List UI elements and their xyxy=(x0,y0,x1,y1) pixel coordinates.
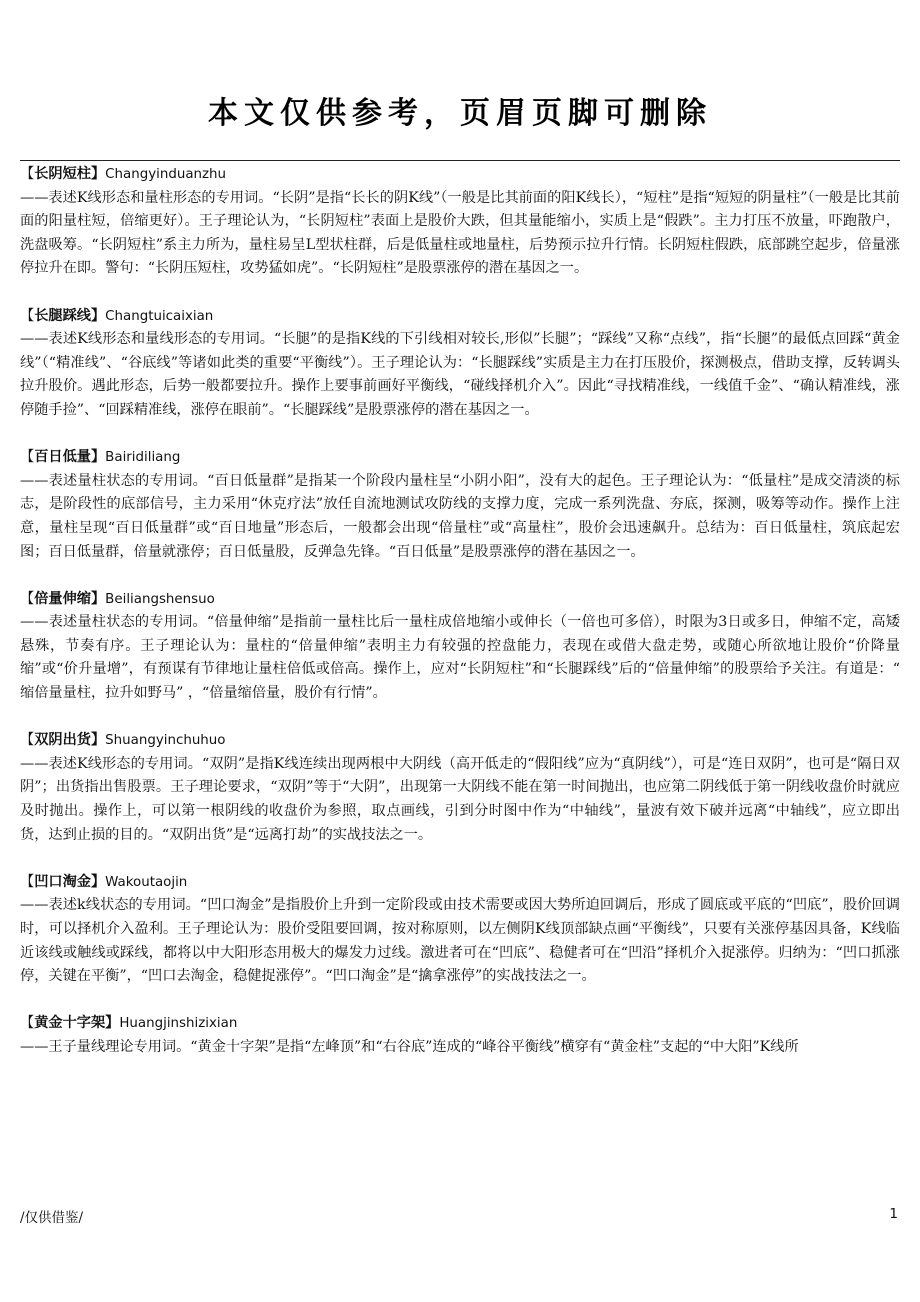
entry-term: 长腿踩线 xyxy=(34,307,91,324)
entry xyxy=(20,588,900,706)
entry-body: ——王子量线理论专用词。“黄金十字架”是指“左峰顶”和“右谷底”连成的“峰谷平衡线”横穿有“黄金柱”支起的“中大阳”K线所 xyxy=(20,1038,799,1055)
right-bracket: 】 xyxy=(90,307,106,324)
document-body xyxy=(20,163,900,1083)
left-bracket: 【 xyxy=(20,449,35,466)
entry-pinyin: Changtuicaixian xyxy=(105,308,214,324)
entry-pinyin: Beiliangshensuo xyxy=(105,591,215,607)
right-bracket: 】 xyxy=(90,590,106,607)
entry xyxy=(20,1012,900,1059)
footer-note: /仅供借鉴/ xyxy=(20,1210,84,1226)
entry-title xyxy=(20,446,900,470)
entry-title xyxy=(20,729,900,753)
entry-title xyxy=(20,588,900,612)
entry xyxy=(20,163,900,281)
entry xyxy=(20,871,900,989)
entry-pinyin: Wakoutaojin xyxy=(105,874,188,890)
right-bracket: 】 xyxy=(105,1015,120,1032)
entry-term: 倍量伸缩 xyxy=(34,590,91,607)
left-bracket: 【 xyxy=(20,590,35,607)
left-bracket: 【 xyxy=(20,307,35,324)
right-bracket: 】 xyxy=(90,873,106,890)
entry-title xyxy=(20,163,900,187)
entry xyxy=(20,446,900,564)
right-bracket: 】 xyxy=(90,732,106,749)
entry-pinyin: Changyinduanzhu xyxy=(105,167,227,182)
header-rule xyxy=(20,160,900,161)
entry-title xyxy=(20,871,900,895)
entry-term: 长阴短柱 xyxy=(34,166,91,182)
entry-title xyxy=(20,305,900,329)
entry-body: ——表述K线形态和量线形态的专用词。“长腿”的是指K线的下引线相对较长,形似”长腿”；“踩线”又称“点线”，指“长腿”的最低点回踩“黄金线”（“精准线”、“谷底线”等诸如此类的重要“平衡线”）。王子理论认为：“长腿踩线”实质是主力在打压股价，探测极点，借助支撑，反转调头拉升股价。遇此形态，后势一般都要拉升。操作上要事前画好平衡线，“碰线择机介入”。因此“寻找精准线，一线值千金”、“确认精准线，涨停随手捡”、“回踩精准线，涨停在眼前”。“长腿踩线”是股票涨停的潜在基因之一。 xyxy=(20,331,900,418)
entry-term: 凹口淘金 xyxy=(34,873,91,890)
right-bracket: 】 xyxy=(90,449,106,466)
left-bracket: 【 xyxy=(20,873,35,890)
left-bracket: 【 xyxy=(20,1015,35,1032)
entry-body: ——表述K线形态的专用词。“双阴”是指K线连续出现两根中大阴线（高开低走的“假阳线”应为“真阴线”），可是“连日双阴”，也可是“隔日双阴”；出货指出售股票。王子理论要求，“双阴”等于“大阴”，出现第一大阴线不能在第一时间抛出，也应第二阴线低于第一阴线收盘价时就应及时抛出。操作上，可以第一根阴线的收盘价为参照，取点画线，引到分时图中作为“中轴线”，量波有效下破并远离“中轴线”，应立即出货，达到止损的目的。“双阴出货”是“远离打劫”的实战技法之一。 xyxy=(20,755,900,843)
entry-body: ——表述量柱状态的专用词。“倍量伸缩”是指前一量柱比后一量柱成倍地缩小或伸长（一倍也可多倍），时限为3日或多日，伸缩不定，高矮悬殊，节奏有序。王子理论认为：量柱的“倍量伸缩”表明主力有较强的控盘能力，表现在或借大盘走势，或随心所欲地让股价“价降量缩”或“价升量增”，有预谋有节律地让量柱倍低或倍高。操作上，应对“长阴短柱”和“长腿踩线”后的“倍量伸缩”的股票给予关注。有道是：“ 缩倍量量柱，拉升如野马” ，“倍量缩倍量，股价有行情”。 xyxy=(20,614,900,702)
entry-term: 黄金十字架 xyxy=(34,1015,106,1032)
entry-body: ——表述量柱状态的专用词。“百日低量群”是指某一个阶段内量柱呈“小阴小阳”，没有大的起色。王子理论认为：“低量柱”是成交清淡的标志，是阶段性的底部信号，主力采用“休克疗法”放任自流地测试攻防线的支撑力度，完成一系列洗盘、夯底，探测，吸筹等动作。操作上注意，量柱呈现“百日低量群”或“百日地量”形态后，一般都会出现“倍量柱”或“高量柱”，股价会迅速飙升。总结为：百日低量柱，筑底起宏图；百日低量群，倍量就涨停；百日低量股，反弹急先锋。“百日低量”是股票涨停的潜在基因之一。 xyxy=(20,472,900,560)
entry-term: 双阴出货 xyxy=(34,732,91,749)
entry-pinyin: Bairidiliang xyxy=(105,450,181,466)
entry-body: ——表述k线状态的专用词。“凹口淘金”是指股价上升到一定阶段或由技术需要或因大势所迫回调后，形成了圆底或平底的“凹底”，股价回调时，可以择机介入盈利。王子理论认为：股价受阻要回调，按对称原则，以左侧阴K线顶部缺点画“平衡线”，只要有关涨停基因具备，K线临近该线或触线或踩线，都将以中大阳形态用极大的爆发力过线。激进者可在“凹底”、稳健者可在“凹沿”择机介入捉涨停。归纳为：“凹口抓涨停，关键在平衡”，“凹口去淘金，稳健捉涨停”。“凹口淘金”是“擒拿涨停”的实战技法之一。 xyxy=(20,897,900,985)
entry xyxy=(20,729,900,847)
entry xyxy=(20,305,900,423)
entry-term: 百日低量 xyxy=(34,449,91,466)
entry-pinyin: Shuangyinchuhuo xyxy=(105,733,226,749)
entry-pinyin: Huangjinshizixian xyxy=(119,1016,238,1032)
page-number: 1 xyxy=(889,1206,898,1222)
entry-body: ——表述K线形态和量柱形态的专用词。“长阴”是指“长长的阴K线”（一般是比其前面的阳K线长），“短柱”是指“短短的阴量柱”（一般是比其前面的阳量柱短，倍缩更好）。王子理论认为，“长阴短柱”表面上是股价大跌，但其量能缩小，实质上是“假跌”。主力打压不放量，吓跑散户，洗盘吸筹。“长阴短柱”系主力所为，量柱易呈L型状柱群，后是低量柱或地量柱，后势预示拉升行情。长阴短柱假跌，底部跳空起步，倍量涨停拉升在即。警句：“长阴压短柱，攻势猛如虎”。“长阴短柱”是股票涨停的潜在基因之一。 xyxy=(20,189,900,277)
left-bracket: 【 xyxy=(20,732,35,749)
left-bracket: 【 xyxy=(20,166,35,182)
entry-title xyxy=(20,1012,900,1036)
right-bracket: 】 xyxy=(90,166,106,182)
header-banner: 本文仅供参考，页眉页脚可删除 xyxy=(208,96,712,131)
